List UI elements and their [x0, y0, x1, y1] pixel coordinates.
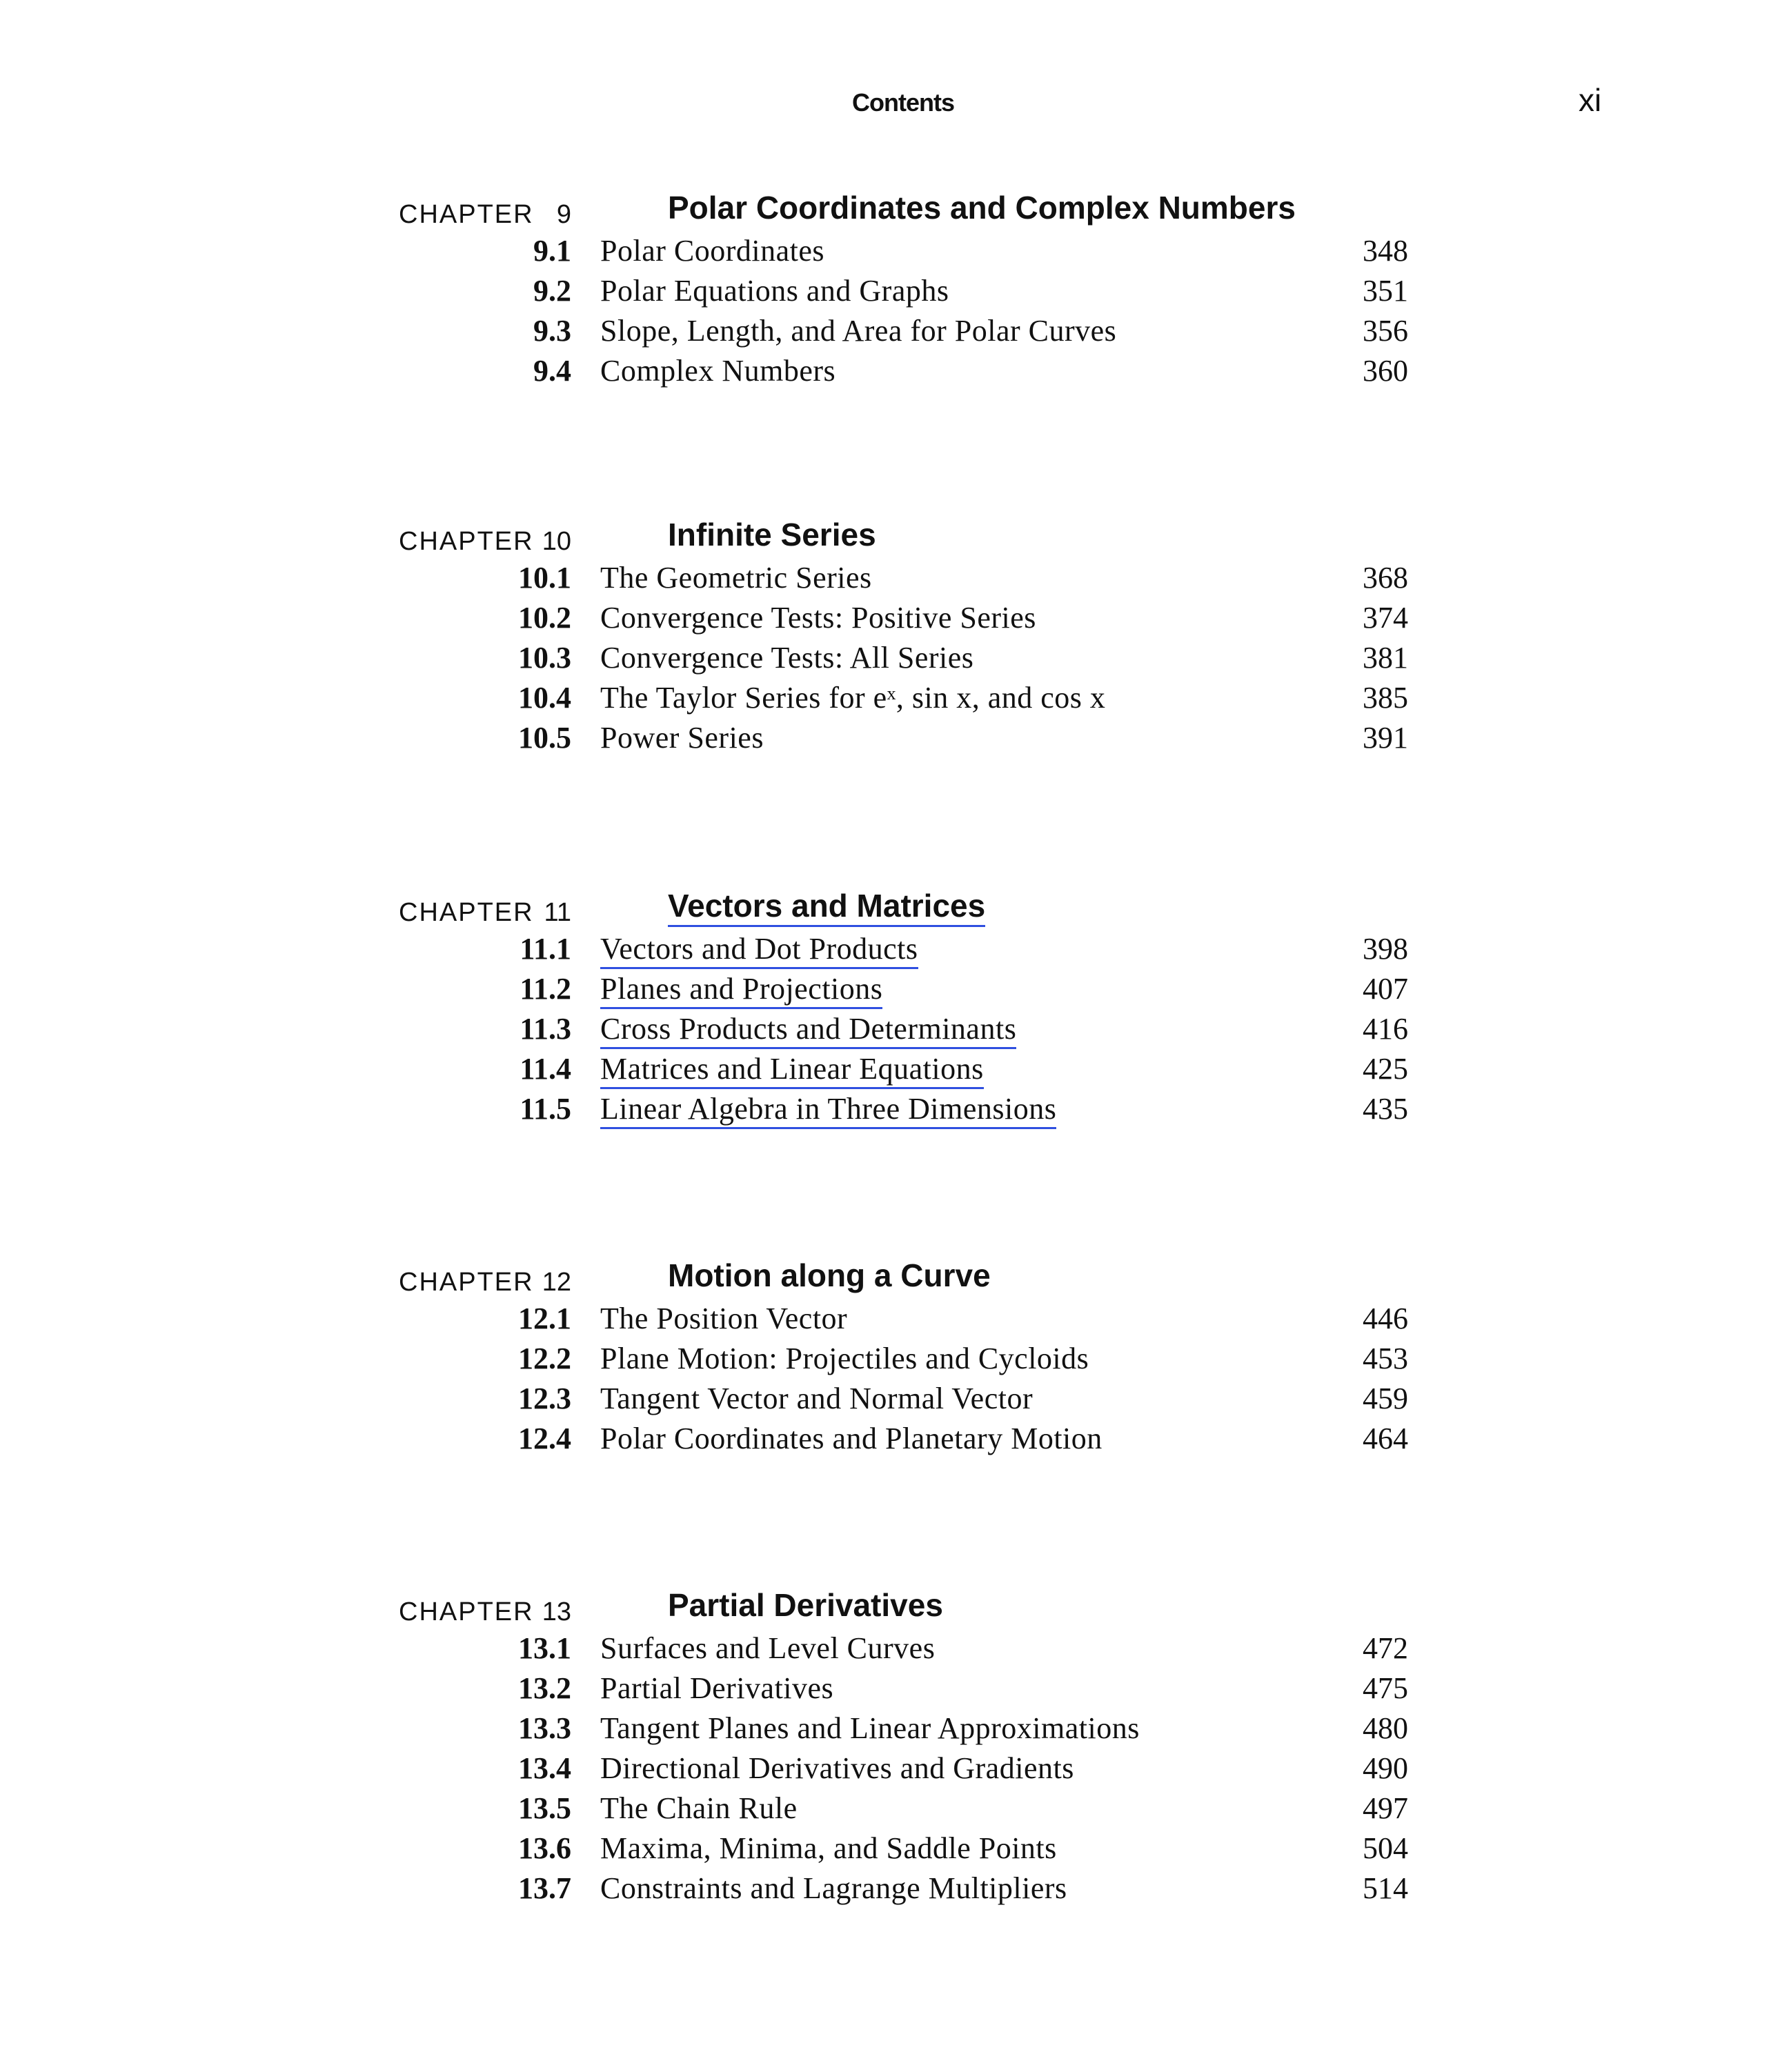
section-title: Plane Motion: Projectiles and Cycloids [600, 1342, 1089, 1375]
chapter-label: CHAPTER [399, 1597, 534, 1626]
toc-entry [0, 352, 1780, 392]
section-number: 13.1 [518, 1631, 571, 1665]
toc-entry [0, 1789, 1780, 1829]
section-number: 10.3 [518, 641, 571, 675]
page-number: xi [1579, 82, 1602, 118]
section-number: 12.1 [518, 1302, 571, 1335]
section-number: 11.3 [520, 1012, 571, 1046]
toc-entry [0, 1669, 1780, 1709]
toc-entry [0, 1709, 1780, 1749]
toc-entry [0, 1749, 1780, 1789]
section-page: 459 [1363, 1382, 1408, 1415]
chapter-11 [0, 887, 1780, 1130]
toc-entry [0, 1629, 1780, 1669]
toc-entry [0, 679, 1780, 719]
chapter-label: CHAPTER [399, 200, 534, 229]
chapter-label: CHAPTER [399, 1268, 534, 1297]
chapter-title: Polar Coordinates and Complex Numbers [668, 190, 1296, 226]
section-number: 13.4 [518, 1751, 571, 1785]
toc-entry [0, 1050, 1780, 1090]
section-page: 416 [1363, 1012, 1408, 1046]
toc-entry [0, 232, 1780, 272]
section-page: 356 [1363, 314, 1408, 348]
section-page: 435 [1363, 1092, 1408, 1126]
section-number: 13.5 [518, 1791, 571, 1825]
section-page: 368 [1363, 561, 1408, 595]
section-title: Polar Equations and Graphs [600, 274, 949, 308]
section-title: Convergence Tests: All Series [600, 641, 974, 675]
section-number: 11.5 [520, 1092, 571, 1126]
section-title: Constraints and Lagrange Multipliers [600, 1871, 1067, 1905]
chapter-title-link[interactable]: Vectors and Matrices [668, 887, 985, 927]
chapter-number: 13 [542, 1597, 571, 1626]
section-number: 10.1 [518, 561, 571, 595]
section-page: 385 [1363, 681, 1408, 715]
toc-entry [0, 1419, 1780, 1460]
toc-entry [0, 272, 1780, 312]
section-page: 360 [1363, 354, 1408, 388]
chapter-heading [0, 1586, 1780, 1629]
section-title-link[interactable]: Planes and Projections [600, 971, 882, 1009]
chapter-number: 11 [544, 898, 571, 927]
toc-entry [0, 1869, 1780, 1909]
section-page: 374 [1363, 601, 1408, 635]
section-title: Partial Derivatives [600, 1671, 834, 1705]
chapter-heading [0, 516, 1780, 559]
section-page: 407 [1363, 972, 1408, 1006]
toc-entry [0, 930, 1780, 970]
section-title-link[interactable]: Cross Products and Determinants [600, 1011, 1016, 1049]
section-number: 12.3 [518, 1382, 571, 1415]
chapter-title: Motion along a Curve [668, 1257, 991, 1293]
section-number: 10.5 [518, 721, 571, 755]
toc-entry [0, 599, 1780, 639]
section-title: Polar Coordinates and Planetary Motion [600, 1422, 1102, 1455]
section-number: 9.3 [533, 314, 571, 348]
section-title: The Position Vector [600, 1302, 848, 1335]
section-number: 11.2 [520, 972, 571, 1006]
section-number: 9.1 [533, 234, 571, 268]
section-page: 351 [1363, 274, 1408, 308]
section-page: 348 [1363, 234, 1408, 268]
section-page: 504 [1363, 1831, 1408, 1865]
section-title: The Chain Rule [600, 1791, 798, 1825]
chapter-title: Infinite Series [668, 517, 876, 552]
section-page: 475 [1363, 1671, 1408, 1705]
section-page: 480 [1363, 1711, 1408, 1745]
section-title: Directional Derivatives and Gradients [600, 1751, 1074, 1785]
toc-entry [0, 1010, 1780, 1050]
section-page: 514 [1363, 1871, 1408, 1905]
toc-entry [0, 1829, 1780, 1869]
chapter-9 [0, 189, 1780, 392]
section-title: The Geometric Series [600, 561, 872, 595]
section-title: Maxima, Minima, and Saddle Points [600, 1831, 1057, 1865]
toc-entry [0, 1299, 1780, 1339]
chapter-number: 9 [556, 200, 571, 229]
running-head: Contents [852, 88, 954, 117]
chapter-10 [0, 516, 1780, 759]
section-number: 9.4 [533, 354, 571, 388]
toc-entry [0, 312, 1780, 352]
toc-entry [0, 1379, 1780, 1419]
chapter-number: 12 [542, 1268, 571, 1297]
section-title: The Taylor Series for eˣ, sin x, and cos x [600, 681, 1106, 715]
section-title: Polar Coordinates [600, 234, 825, 268]
section-page: 464 [1363, 1422, 1408, 1455]
section-title: Tangent Planes and Linear Approximations [600, 1711, 1140, 1745]
chapter-heading [0, 887, 1780, 930]
section-title: Power Series [600, 721, 764, 755]
toc-entry [0, 719, 1780, 759]
section-title: Convergence Tests: Positive Series [600, 601, 1036, 635]
section-title-link[interactable]: Matrices and Linear Equations [600, 1051, 984, 1089]
section-page: 381 [1363, 641, 1408, 675]
chapter-13 [0, 1586, 1780, 1909]
section-page: 497 [1363, 1791, 1408, 1825]
chapter-label: CHAPTER [399, 898, 534, 927]
section-title: Slope, Length, and Area for Polar Curves [600, 314, 1117, 348]
section-number: 13.2 [518, 1671, 571, 1705]
section-title: Complex Numbers [600, 354, 836, 388]
section-number: 12.4 [518, 1422, 571, 1455]
chapter-number: 10 [542, 527, 571, 556]
section-number: 12.2 [518, 1342, 571, 1375]
toc-entry [0, 559, 1780, 599]
chapter-title: Partial Derivatives [668, 1587, 943, 1623]
section-number: 13.3 [518, 1711, 571, 1745]
section-page: 453 [1363, 1342, 1408, 1375]
section-page: 446 [1363, 1302, 1408, 1335]
section-number: 9.2 [533, 274, 571, 308]
section-number: 13.7 [518, 1871, 571, 1905]
toc-entry [0, 1339, 1780, 1379]
chapter-heading [0, 1257, 1780, 1299]
section-page: 472 [1363, 1631, 1408, 1665]
section-number: 10.2 [518, 601, 571, 635]
toc-entry [0, 1090, 1780, 1130]
section-number: 11.1 [520, 932, 571, 966]
section-page: 398 [1363, 932, 1408, 966]
chapter-heading [0, 189, 1780, 232]
section-number: 10.4 [518, 681, 571, 715]
chapter-label: CHAPTER [399, 527, 534, 556]
chapter-12 [0, 1257, 1780, 1460]
section-page: 425 [1363, 1052, 1408, 1086]
section-page: 490 [1363, 1751, 1408, 1785]
section-title: Surfaces and Level Curves [600, 1631, 936, 1665]
section-title: Tangent Vector and Normal Vector [600, 1382, 1034, 1415]
toc-entry [0, 639, 1780, 679]
section-title-link[interactable]: Vectors and Dot Products [600, 931, 918, 969]
section-number: 11.4 [520, 1052, 571, 1086]
section-number: 13.6 [518, 1831, 571, 1865]
toc-entry [0, 970, 1780, 1010]
section-title-link[interactable]: Linear Algebra in Three Dimensions [600, 1091, 1056, 1129]
section-page: 391 [1363, 721, 1408, 755]
